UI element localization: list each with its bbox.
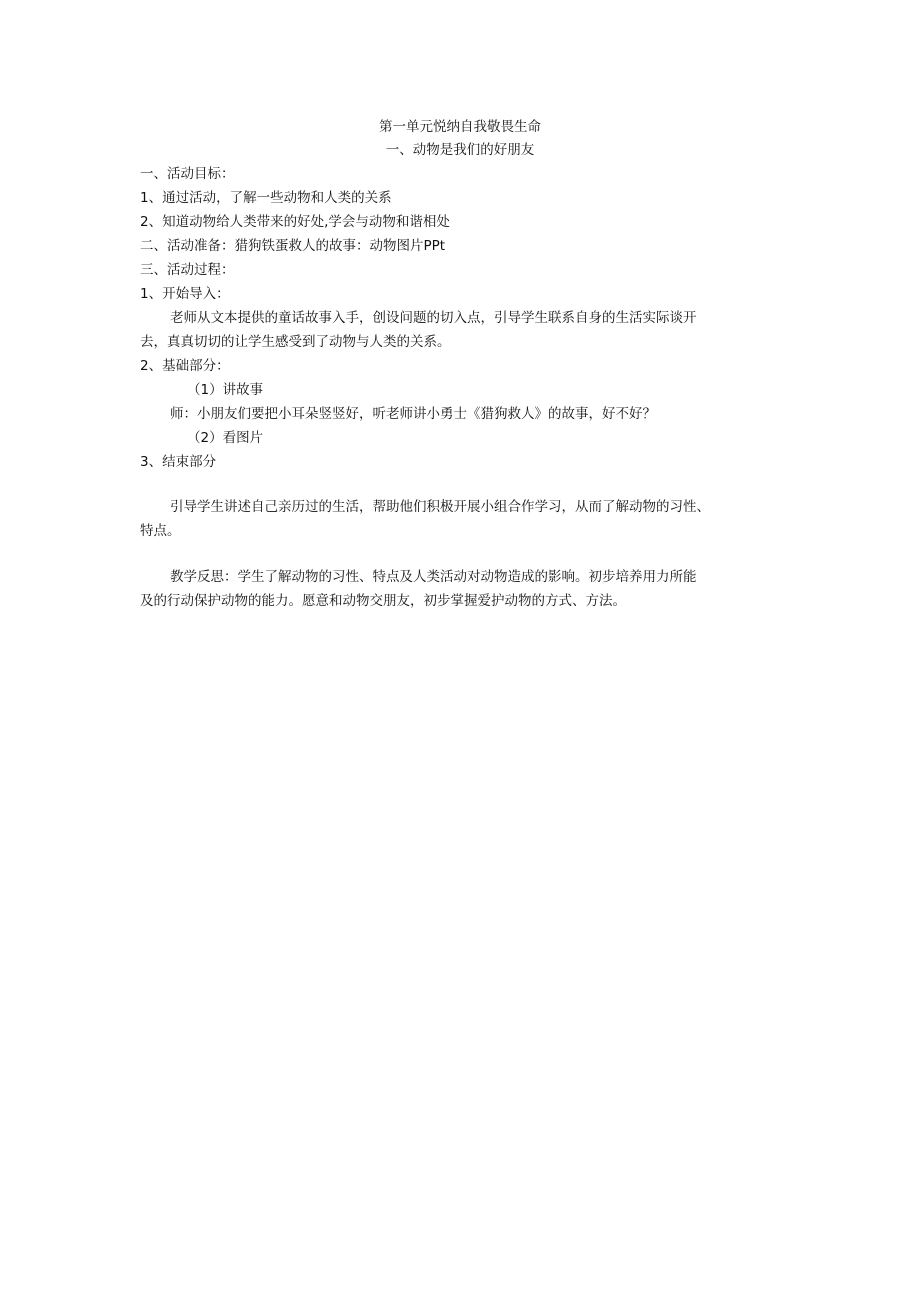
section-heading-goals: 一、活动目标： [140,166,235,182]
substep-pictures: （2）看图片 [187,430,264,446]
section-heading-process: 三、活动过程： [140,262,235,278]
paragraph-reflection-line-1: 教学反思：学生了解动物的习性、特点及人类活动对动物造成的影响。初步培养用力所能 [170,569,697,585]
paragraph-reflection-line-2: 及的行动保护动物的能力。愿意和动物交朋友，初步掌握爱护动物的方式、方法。 [140,593,626,609]
document-title: 第一单元悦纳自我敬畏生命 [379,119,541,135]
goal-item-1: 1、通过活动，了解一些动物和人类的关系 [140,190,392,206]
paragraph-conclusion-line-2: 特点。 [140,523,181,539]
paragraph-intro-line-2: 去，真真切切的让学生感受到了动物与人类的关系。 [140,334,451,350]
teacher-dialogue: 师：小朋友们要把小耳朵竖竖好，听老师讲小勇士《猎狗救人》的故事，好不好？ [170,406,656,422]
document-subtitle: 一、动物是我们的好朋友 [385,142,535,158]
process-step-2: 2、基础部分： [140,358,230,374]
substep-story: （1）讲故事 [187,382,264,398]
goal-item-2: 2、知道动物给人类带来的好处,学会与动物和谐相处 [140,214,450,230]
paragraph-conclusion-line-1: 引导学生讲述自己亲历过的生活，帮助他们积极开展小组合作学习，从而了解动物的习性、 [170,499,710,515]
paragraph-intro-line-1: 老师从文本提供的童话故事入手，创设问题的切入点，引导学生联系自身的生活实际谈开 [170,310,697,326]
process-step-1: 1、开始导入： [140,286,230,302]
section-heading-preparation: 二、活动准备：猎狗铁蛋救人的故事：动物图片PPt [140,238,446,254]
process-step-3: 3、结束部分 [140,454,217,470]
